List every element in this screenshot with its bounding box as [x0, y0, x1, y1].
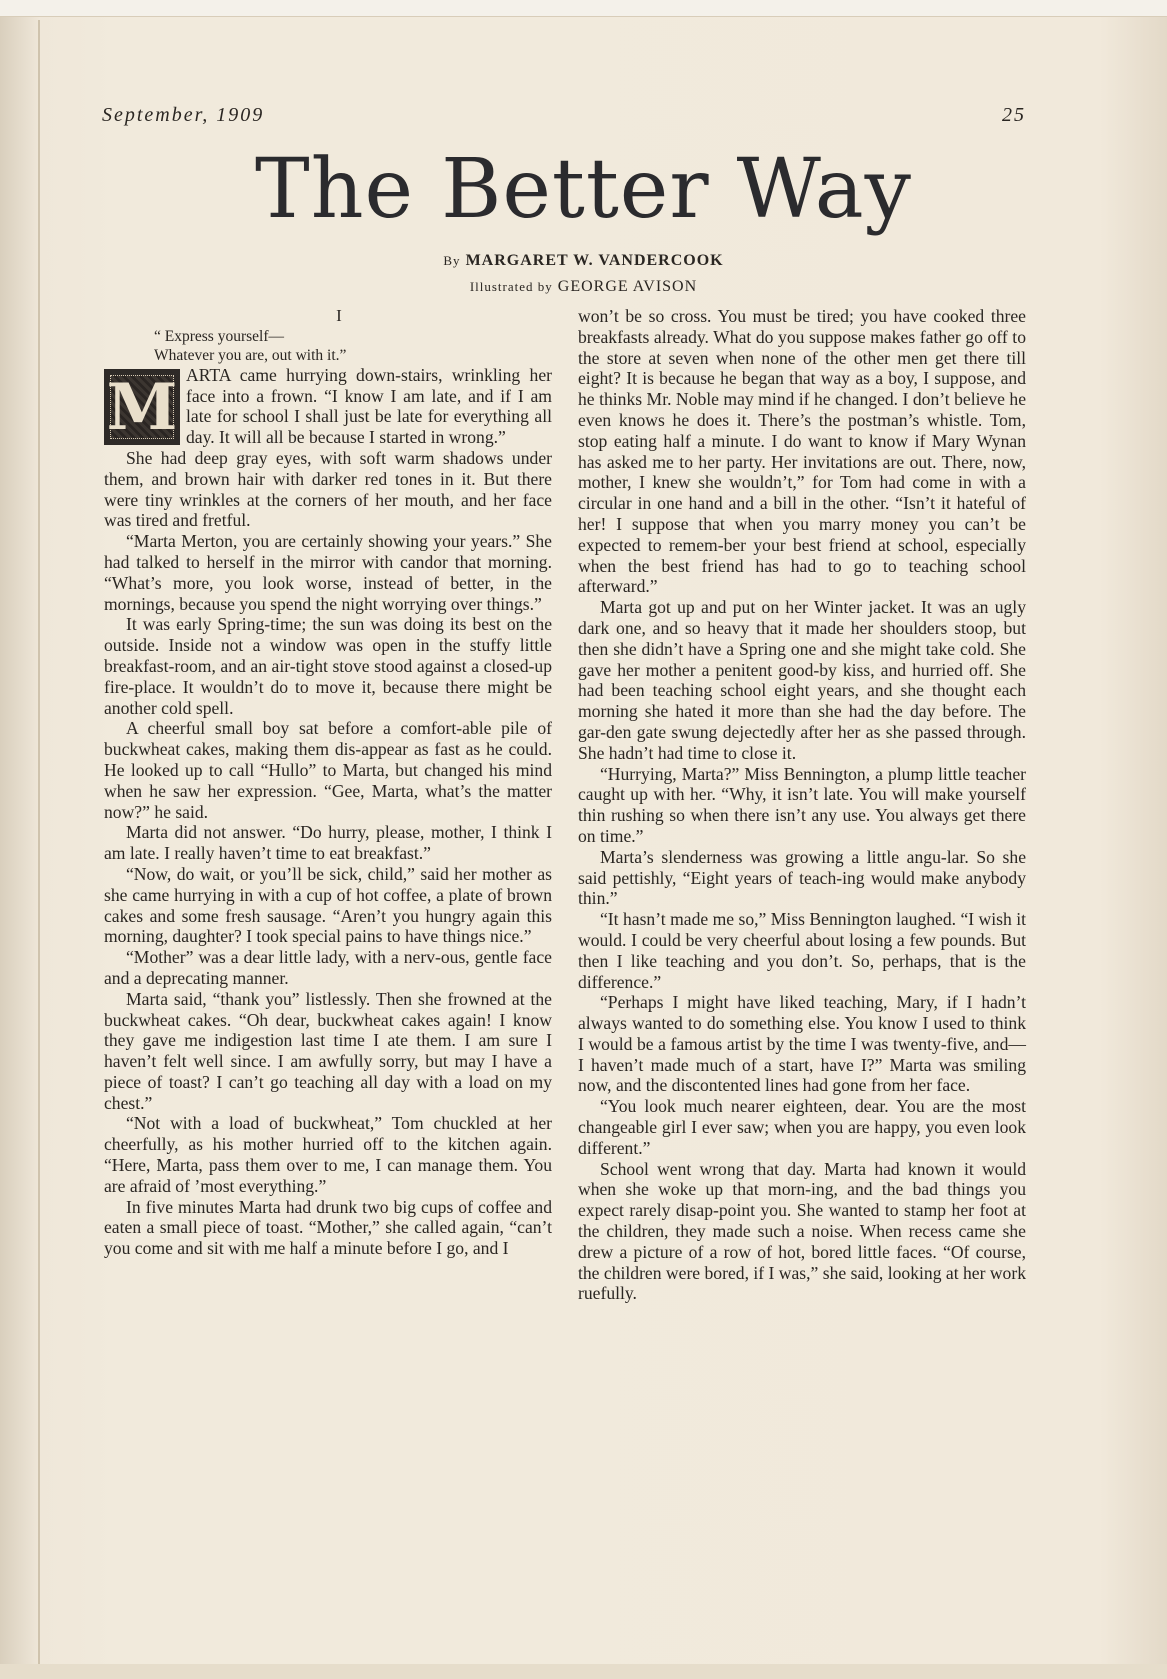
epigraph-line: Whatever you are, out with it.” — [154, 346, 347, 364]
article-title: The Better Way — [255, 142, 912, 237]
paragraph: “Perhaps I might have liked teaching, Mary, if I hadn’t always wanted to do something else. You know I used to think I would be a famous artist by the time I was twenty-five, and—I haven’t made much of a start, have I?” Marta was smiling now, and the discontented lines had gone from her face. — [578, 992, 1026, 1096]
page-top-edge — [0, 0, 1167, 17]
issue-date: September, 1909 — [102, 104, 265, 126]
paragraph: Marta’s slenderness was growing a little angu-lar. So she said pettishly, “Eight years of teach-ing would make anybody thin.” — [578, 846, 1026, 909]
paragraph: “Now, do wait, or you’ll be sick, child,” said her mother as she came hurrying in with a cup of hot coffee, a plate of brown cakes and some fresh sausage. “Aren’t you hungry again this morning, daughter? I took special pains to have things nice.” — [104, 863, 552, 947]
paragraph: “It hasn’t made me so,” Miss Bennington laughed. “I wish it would. I could be very cheerful about losing a few pounds. But then I like teaching and you don’t. So, perhaps, that is the difference.” — [578, 909, 1026, 992]
author-name: MARGARET W. VANDERCOOK — [465, 252, 724, 269]
left-column — [104, 306, 552, 1259]
paragraph: Marta got up and put on her Winter jacket. It was an ugly dark one, and so heavy that it made her shoulders stoop, but then she didn’t have a Spring one and she might take cold. She gave her mother a penitent good-by kiss, and hurried off. She had been teaching school eight years, and she thought each morning she hated it more than she had the day before. The gar-den gate swung dejectedly after her as she passed through. She hadn’t had time to close it. — [578, 597, 1026, 763]
byline-prefix: By — [443, 253, 461, 268]
illustrator-prefix: Illustrated by — [469, 279, 553, 294]
epigraph-line: “ Express yourself— — [154, 327, 284, 345]
paragraph: ARTA came hurrying down-stairs, wrinkling her face into a frown. “I know I am late, and if I am late for school I shall just be late for everything all day. It will all be because I started in wrong.” — [186, 364, 552, 448]
paragraph: Marta said, “thank you” listlessly. Then she frowned at the buckwheat cakes. “Oh dear, buckwheat cakes again! I know they gave me indigestion last time I ate them. I am sure I haven’t felt well since. I am awfully sorry, but may I have a piece of toast? I can’t go teaching all day with a load on my chest.” — [104, 988, 552, 1113]
paragraph: Marta did not answer. “Do hurry, please, mother, I think I am late. I really haven’t time to eat breakfast.” — [104, 822, 552, 864]
paragraph: It was early Spring-time; the sun was doing its best on the outside. Inside not a window was open in the stuffy little breakfast-room, and an air-tight stove stood against a closed-up fire-place. It wouldn’t do to move it, because there might be another cold spell. — [104, 614, 552, 718]
paragraph: School went wrong that day. Marta had known it would when she woke up that morn-ing, and the bad things you expect rarely disap-point you. She wanted to stamp her foot at the children, they made such a noise. When recess came she drew a picture of a row of hot, bored little faces. “Of course, the children were bored, if I was,” she said, looking at her work ruefully. — [578, 1158, 1027, 1304]
illustrator-credit — [0, 278, 1167, 296]
paragraph: A cheerful small boy sat before a comfort-able pile of buckwheat cakes, making them dis-appear as fast as he could. He looked up to call “Hullo” to Marta, but changed his mind when he saw her expression. “Gee, Marta, what’s the matter now?” he said. — [104, 718, 552, 822]
section-number: I — [336, 306, 342, 325]
paragraph: “Hurrying, Marta?” Miss Bennington, a plump little teacher caught up with her. “Why, it isn’t late. You will make yourself thin rushing so when there isn’t any use. You always get there on time.” — [578, 763, 1026, 846]
dropcap-ornament — [104, 369, 180, 445]
byline — [0, 252, 1167, 270]
paragraph: She had deep gray eyes, with soft warm shadows under them, and brown hair with darker red tones in it. But there were tiny wrinkles at the corners of her mouth, and her face was tired and fretful. — [104, 447, 552, 531]
illustrator-name: GEORGE AVISON — [557, 278, 698, 295]
paragraph: “Marta Merton, you are certainly showing your years.” She had talked to herself in the mirror with candor that morning. “What’s more, you look worse, instead of better, in the mornings, because you spend the night worrying over things.” — [104, 531, 552, 614]
page-bottom-edge — [0, 1664, 1167, 1679]
paragraph: “Not with a load of buckwheat,” Tom chuckled at her cheerfully, as his mother hurried off to the kitchen again. “Here, Marta, pass them over to me, I can manage them. You are afraid of ’most everything.” — [104, 1113, 552, 1196]
paragraph: “You look much nearer eighteen, dear. You are the most changeable girl I ever saw; when you are happy, you even look different.” — [578, 1096, 1026, 1158]
paragraph: “Mother” was a dear little lady, with a nerv-ous, gentle face and a deprecating manner. — [104, 947, 552, 988]
dropcap-letter: M — [106, 369, 178, 445]
paragraph: In five minutes Marta had drunk two big cups of coffee and eaten a small piece of toast. “Mother,” she called again, “can’t you come and sit with me half a minute before I go, and I — [104, 1196, 552, 1259]
right-column — [578, 306, 1026, 1304]
paragraph: won’t be so cross. You must be tired; you have cooked three breakfasts already. What do you suppose makes father go off to the store at seven when none of the other men get there till eight? It is because he began that way as a boy, I suppose, and he thinks Mr. Noble may mind if he changed. I don’t believe he even knows he does it. There’s the postman’s whistle. Tom, stop eating half a minute. I do want to know if Mary Wynan has asked me to her party. Her invitations are out. There, now, mother, I knew she wouldn’t,” for Tom had come in with a circular in one hand and a bill in the other. “Isn’t it hateful of her! I suppose that when you marry money you can’t be expected to remem-ber your best friend at school, especially when the best friend has had to go to teaching school afterward.” — [578, 306, 1026, 597]
page-number: 25 — [1002, 104, 1026, 126]
epigraph — [154, 327, 552, 365]
